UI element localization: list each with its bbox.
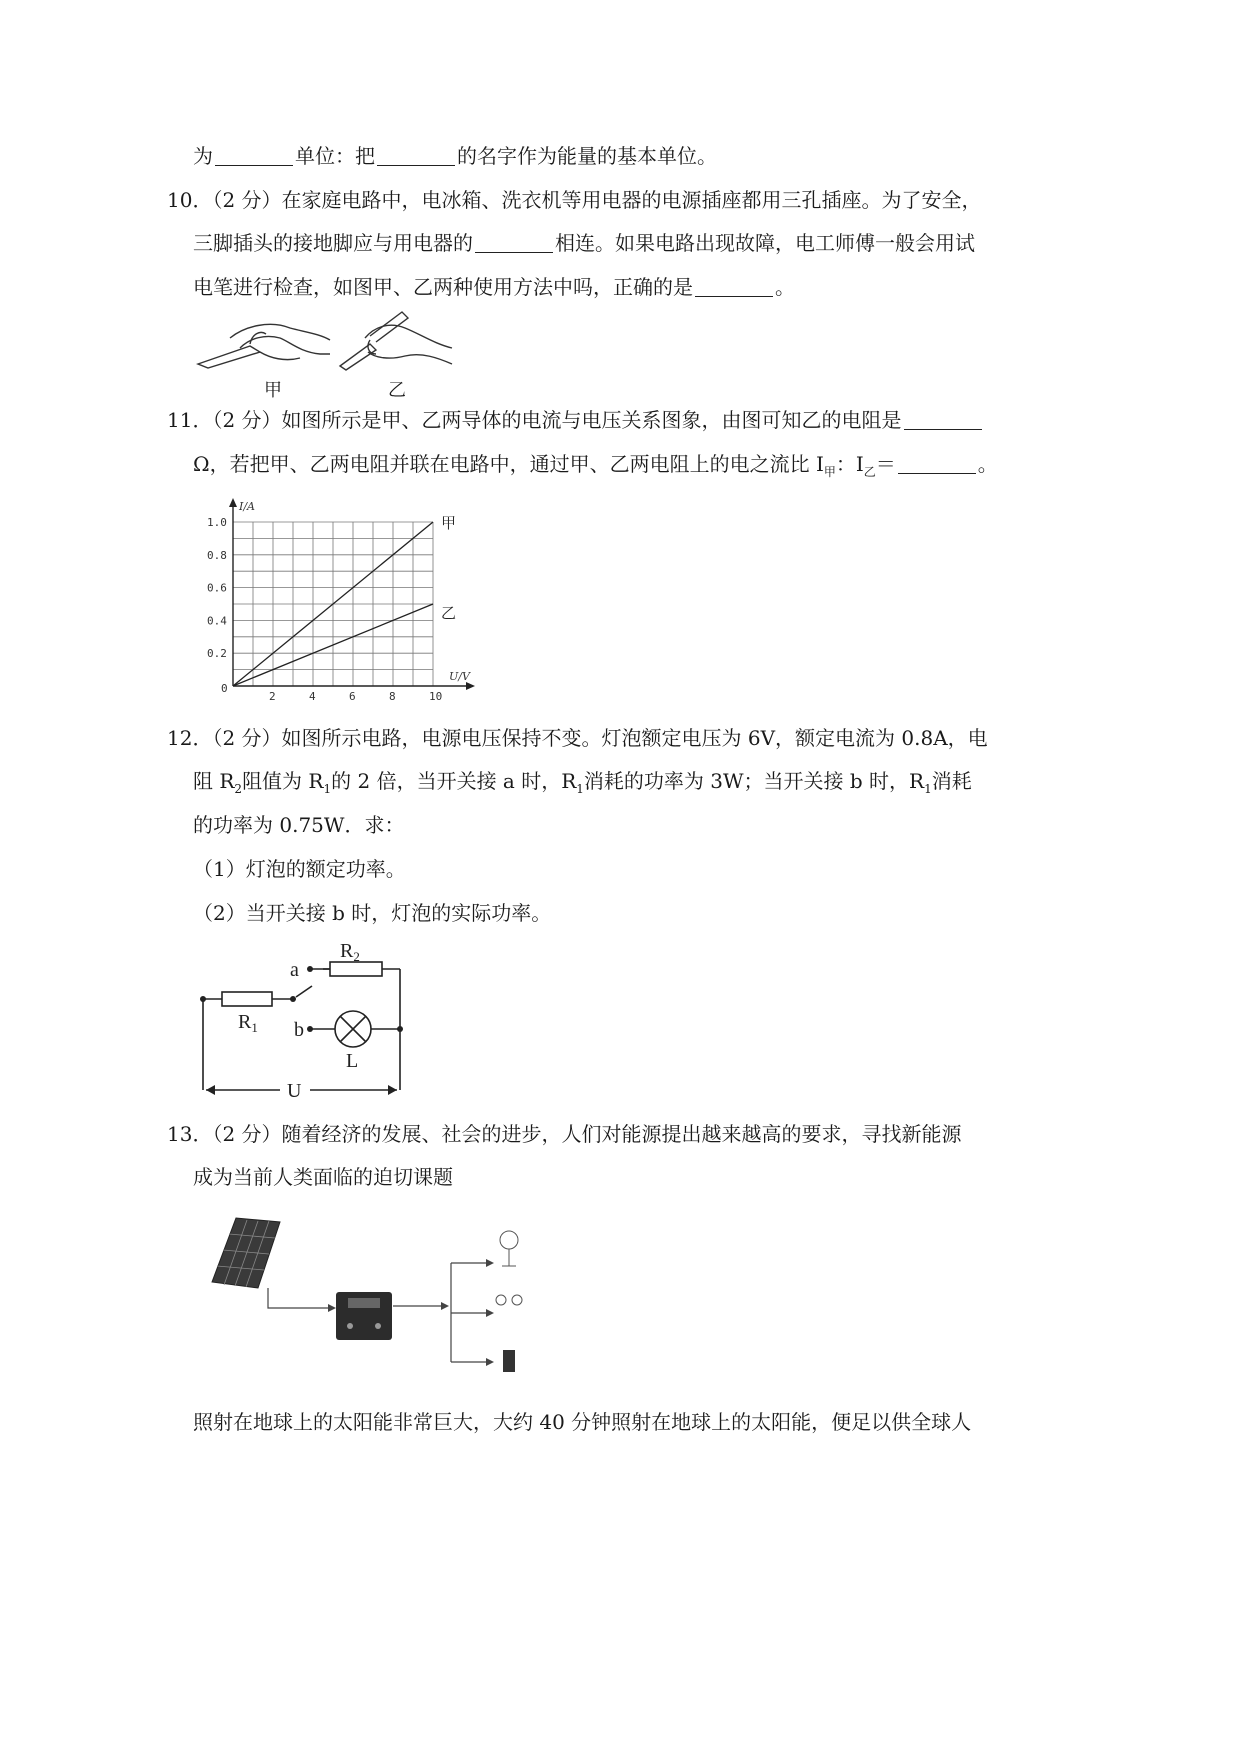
circuit-diagram	[190, 935, 420, 1105]
node-dot	[200, 996, 206, 1002]
node-dot	[307, 1026, 313, 1032]
test-pen-figure	[190, 308, 460, 398]
bulb-icon	[496, 1295, 522, 1305]
node-dot	[290, 996, 296, 1002]
answer-blank	[377, 145, 455, 166]
lamp-label: L	[346, 1050, 359, 1072]
y-tick-label: 0.2	[207, 647, 227, 661]
answer-blank	[898, 453, 976, 474]
fan-icon	[500, 1231, 518, 1266]
phone-icon	[503, 1350, 515, 1372]
y-axis-arrow	[229, 498, 237, 507]
y-tick-label: 0.6	[207, 581, 227, 595]
q13-line-1: 13．（2 分）随着经济的发展、社会的进步，人们对能源提出越来越高的要求，寻找新能源	[167, 1122, 962, 1146]
y-axis-label: I/A	[239, 500, 255, 513]
answer-blank	[475, 232, 553, 253]
x-tick-label: 2	[269, 690, 276, 703]
q12-line-2: 阻 $R_2$阻值为 $R_1$的 2 倍，当开关接 a 时，$R_1$消耗的功率为 3W；当开关接 b 时，$R_1$消耗	[193, 769, 972, 796]
resistor-r2-label: $R_2$	[340, 940, 360, 964]
q12-part-1: （1）灯泡的额定功率。	[193, 857, 406, 881]
figure-label-jia: 甲	[264, 380, 282, 401]
solar-panel-icon	[212, 1218, 280, 1288]
switch-terminal-a: a	[290, 959, 299, 981]
q10-line-3: 电笔进行检查，如图甲、乙两种使用方法中吗，正确的是 。	[193, 275, 795, 299]
figure-label-yi: 乙	[388, 380, 406, 401]
y-tick-label: 1.0	[207, 516, 227, 529]
q13-line-3: 照射在地球上的太阳能非常巨大，大约 40 分钟照射在地球上的太阳能，便足以供全球人	[193, 1410, 972, 1434]
y-tick-label: 0.4	[207, 614, 227, 628]
controller-icon	[336, 1292, 392, 1340]
switch-terminal-b: b	[294, 1019, 304, 1041]
answer-blank	[695, 276, 773, 297]
x-tick-label: 10	[429, 690, 443, 703]
q11-line-1: 11．（2 分）如图所示是甲、乙两导体的电流与电压关系图象，由图可知乙的电阻是	[167, 406, 984, 434]
q12-line-3: 的功率为 0.75W．求：	[193, 813, 405, 837]
x-tick-label: 8	[389, 690, 396, 703]
x-axis-label: U/V	[449, 670, 470, 683]
x-tick-label: 4	[309, 690, 316, 703]
series-label: 甲	[441, 514, 457, 532]
origin-label: 0	[221, 682, 228, 695]
answer-blank	[904, 409, 982, 430]
q12-line-1: 12．（2 分）如图所示电路，电源电压保持不变。灯泡额定电压为 6V，额定电流为 0.8A，电	[167, 726, 988, 750]
answer-blank	[215, 145, 293, 166]
resistor-r1-label: $R_1$	[238, 1011, 258, 1035]
q13-line-2: 成为当前人类面临的迫切课题	[193, 1165, 453, 1189]
q9-tail-line: 为 单位：把 的名字作为能量的基本单位。	[193, 144, 717, 168]
node-dot	[397, 1026, 403, 1032]
q10-line-1: 10．（2 分）在家庭电路中，电冰箱、洗衣机等用电器的电源插座都用三孔插座。为了安全，	[167, 188, 982, 212]
q10-line-2: 三脚插头的接地脚应与用电器的 相连。如果电路出现故障，电工师傅一般会用试	[193, 231, 975, 255]
x-axis-arrow	[466, 682, 475, 690]
solar-power-figure	[198, 1210, 538, 1405]
q11-line-2: Ω，若把甲、乙两电阻并联在电路中，通过甲、乙两电阻上的电之流比 $I_甲$：$I_乙=$ 。	[193, 452, 998, 479]
q12-part-2: （2）当开关接 b 时，灯泡的实际功率。	[193, 901, 552, 925]
node-dot	[307, 966, 313, 972]
y-tick-label: 0.8	[207, 548, 227, 562]
voltage-label: U	[287, 1080, 302, 1102]
current-voltage-chart	[200, 494, 530, 704]
series-label: 乙	[441, 604, 457, 622]
x-tick-label: 6	[349, 690, 356, 703]
